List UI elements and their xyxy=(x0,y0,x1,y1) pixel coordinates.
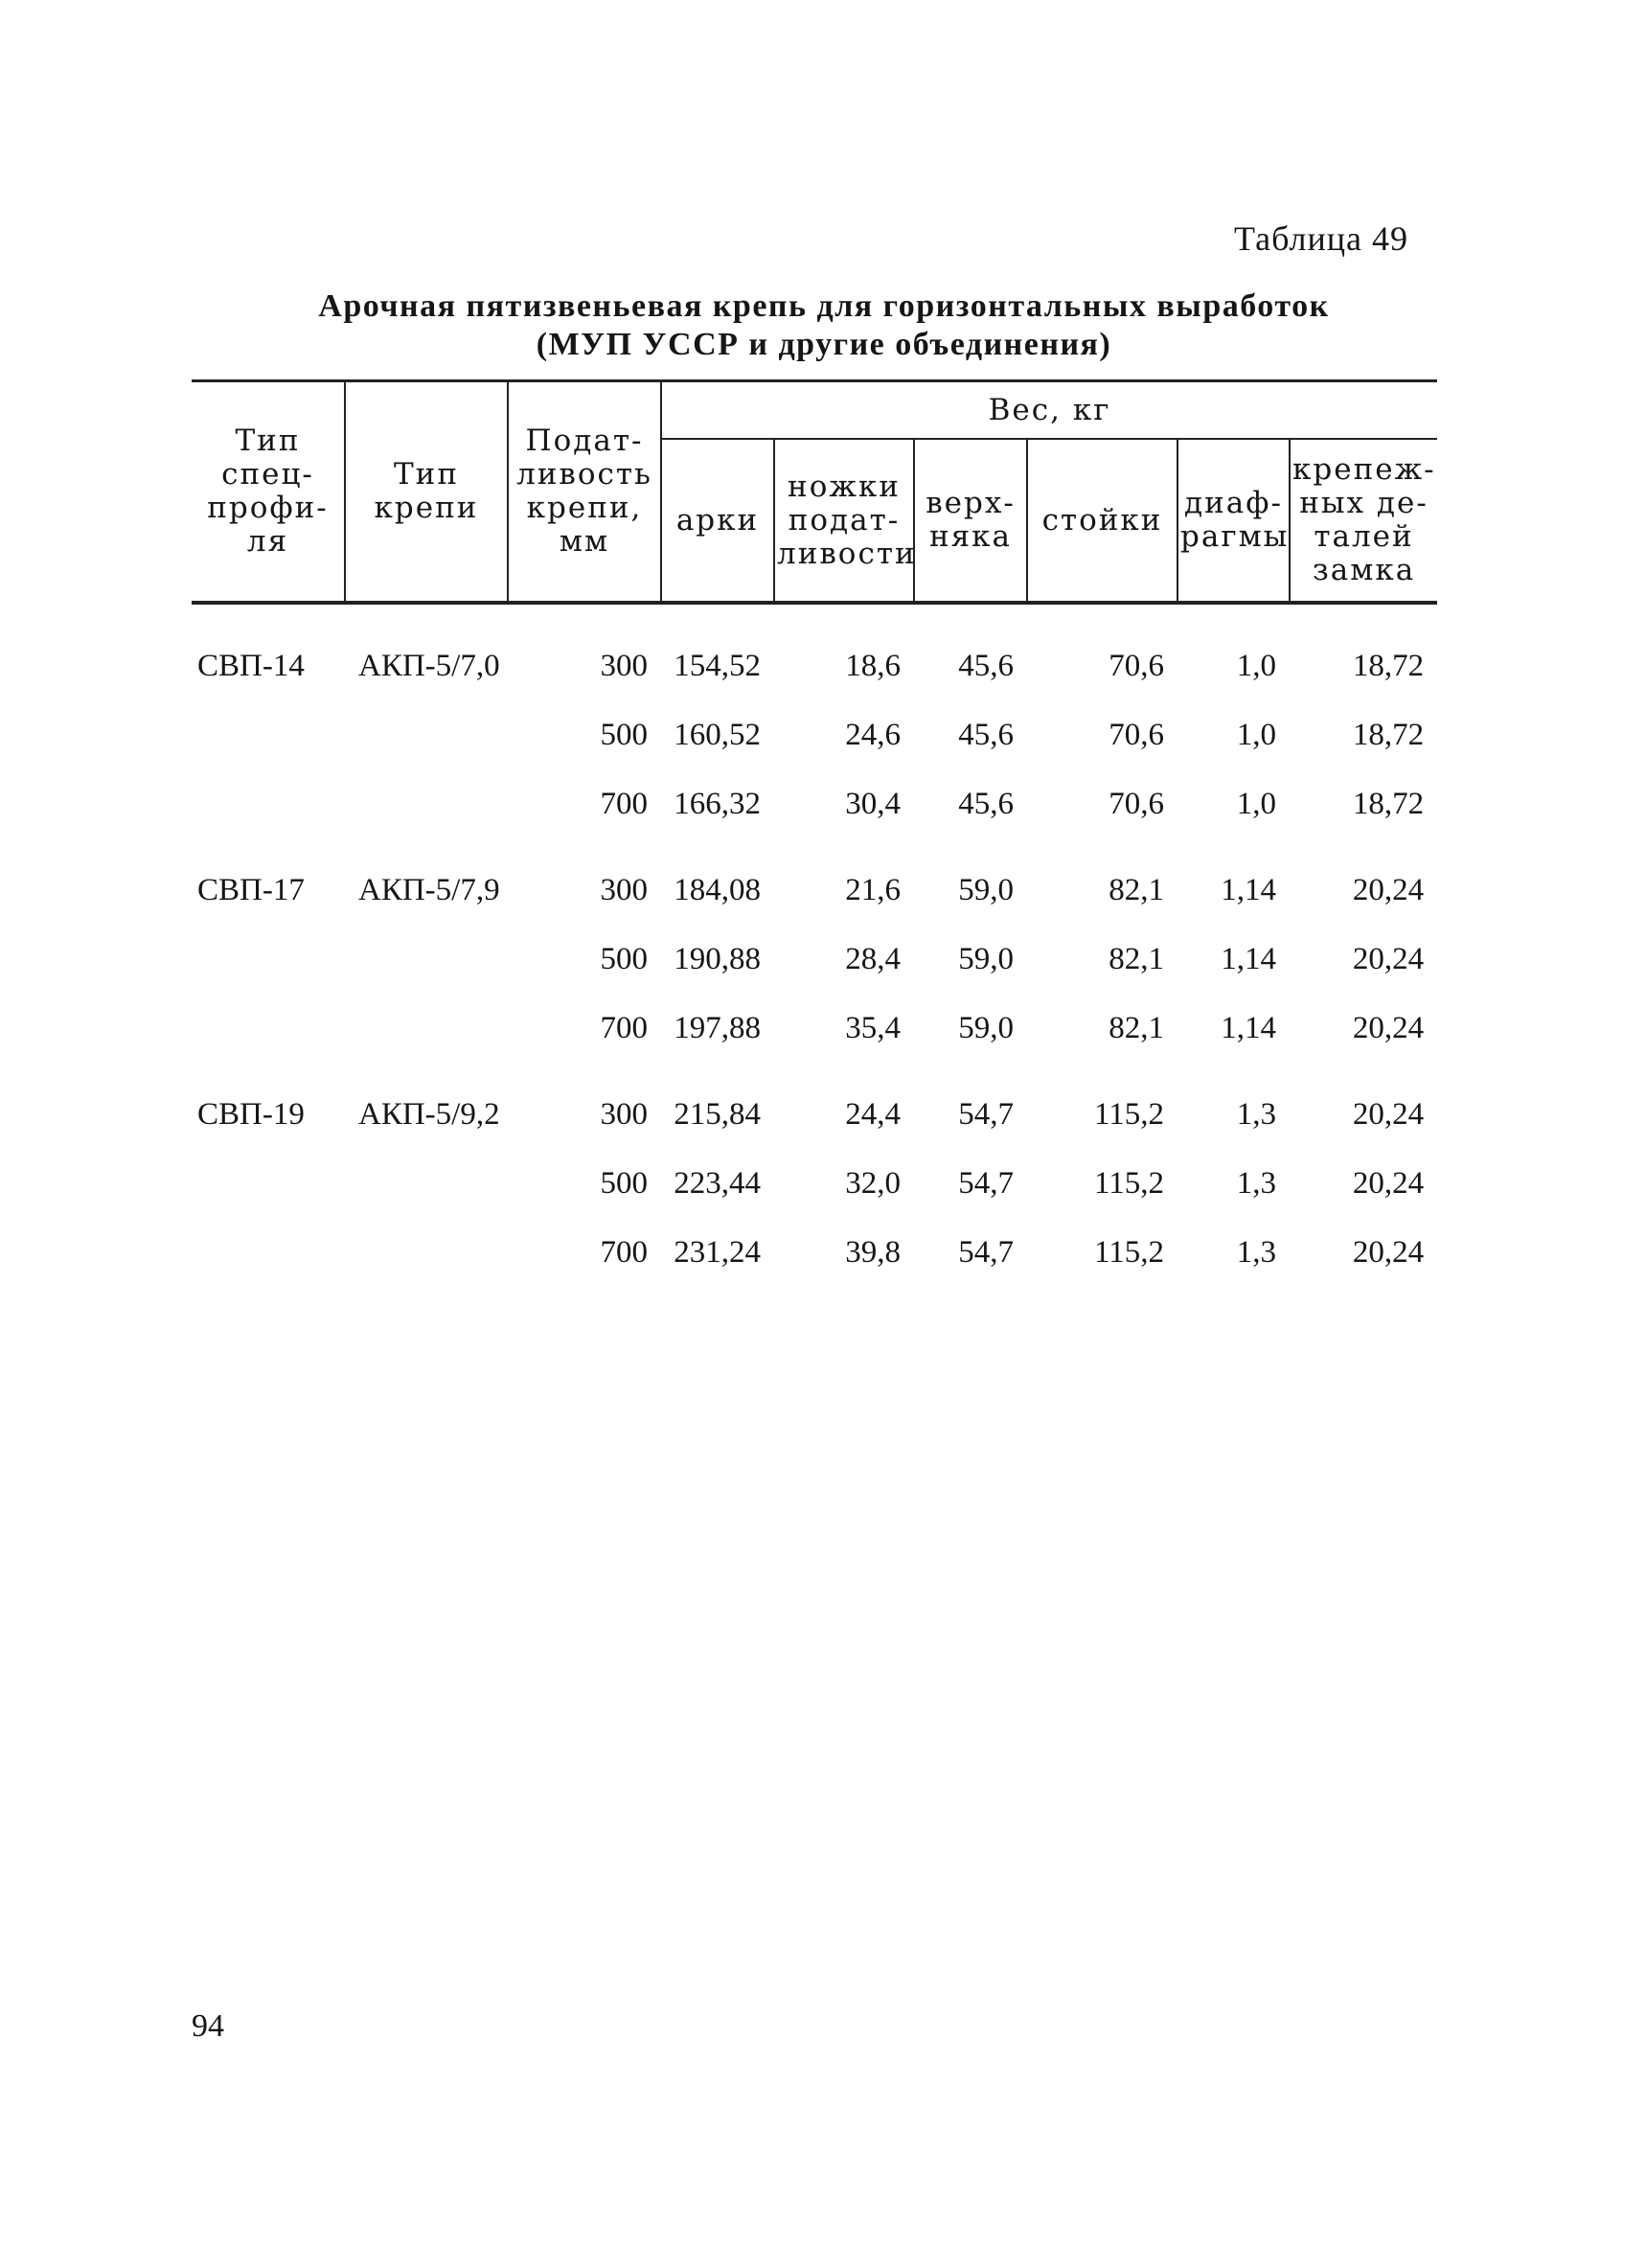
cell-fasteners: 18,72 xyxy=(1352,648,1425,683)
cell-diaphragms: 1,0 xyxy=(1236,717,1276,752)
cell-fasteners: 20,24 xyxy=(1352,1234,1425,1270)
cell-profile: СВП-14 xyxy=(197,648,305,683)
header-arch: арки xyxy=(661,439,774,603)
cell-legs: 35,4 xyxy=(845,1010,901,1045)
header-top: верх- няка xyxy=(914,439,1027,603)
cell-profile xyxy=(192,925,345,994)
cell-fasteners: 20,24 xyxy=(1352,941,1425,976)
cell-yield: 700 xyxy=(600,1010,648,1045)
cell-legs: 24,4 xyxy=(845,1096,901,1132)
cell-legs: 30,4 xyxy=(845,786,901,821)
cell-arch: 231,24 xyxy=(674,1234,761,1270)
cell-posts: 115,2 xyxy=(1093,1096,1164,1132)
cell-arch: 160,52 xyxy=(674,717,761,752)
cell-support xyxy=(345,769,508,838)
header-diaphragms: диаф- рагмы xyxy=(1177,439,1290,603)
cell-diaphragms: 1,0 xyxy=(1236,786,1276,821)
cell-arch: 154,52 xyxy=(674,648,761,683)
table-row xyxy=(192,1218,1437,1287)
cell-top: 59,0 xyxy=(958,872,1014,907)
cell-yield: 500 xyxy=(600,941,648,976)
cell-profile: СВП-19 xyxy=(197,1096,305,1132)
table-body xyxy=(192,603,1437,1287)
cell-support: АКП-5/7,9 xyxy=(358,872,500,907)
header-type-support: Тип крепи xyxy=(345,381,508,604)
cell-fasteners: 18,72 xyxy=(1352,786,1425,821)
cell-support xyxy=(345,1149,508,1218)
table-row xyxy=(192,994,1437,1063)
cell-support xyxy=(345,700,508,769)
cell-legs: 18,6 xyxy=(845,648,901,683)
cell-fasteners: 18,72 xyxy=(1352,717,1425,752)
cell-profile xyxy=(192,700,345,769)
cell-yield: 300 xyxy=(600,1096,648,1132)
header-weight: Вес, кг xyxy=(661,381,1437,440)
cell-fasteners: 20,24 xyxy=(1352,872,1425,907)
cell-top: 59,0 xyxy=(958,1010,1014,1045)
cell-support xyxy=(345,994,508,1063)
header-yield: Подат- ливость крепи, мм xyxy=(508,381,661,604)
cell-legs: 28,4 xyxy=(845,941,901,976)
cell-top: 45,6 xyxy=(958,717,1014,752)
table-label: Таблица 49 xyxy=(1234,219,1408,258)
cell-posts: 115,2 xyxy=(1093,1165,1164,1201)
cell-diaphragms: 1,14 xyxy=(1221,941,1276,976)
cell-support xyxy=(345,1218,508,1287)
cell-top: 54,7 xyxy=(958,1234,1014,1270)
cell-arch: 197,88 xyxy=(674,1010,761,1045)
group-spacer xyxy=(192,1063,1437,1080)
cell-posts: 70,6 xyxy=(1109,648,1164,683)
table-row xyxy=(192,769,1437,838)
cell-arch: 184,08 xyxy=(674,872,761,907)
cell-top: 54,7 xyxy=(958,1096,1014,1132)
cell-diaphragms: 1,14 xyxy=(1221,872,1276,907)
caption-line-2: (МУП УССР и другие объединения) xyxy=(536,327,1112,362)
cell-diaphragms: 1,3 xyxy=(1236,1234,1276,1270)
cell-posts: 82,1 xyxy=(1109,1010,1164,1045)
table-row xyxy=(192,1080,1437,1149)
cell-fasteners: 20,24 xyxy=(1352,1010,1425,1045)
cell-top: 54,7 xyxy=(958,1165,1014,1201)
cell-diaphragms: 1,14 xyxy=(1221,1010,1276,1045)
cell-yield: 500 xyxy=(600,717,648,752)
header-legs: ножки подат- ливости xyxy=(774,439,914,603)
cell-yield: 300 xyxy=(600,648,648,683)
cell-profile xyxy=(192,994,345,1063)
cell-profile xyxy=(192,1149,345,1218)
header-posts: стойки xyxy=(1027,439,1177,603)
cell-arch: 190,88 xyxy=(674,941,761,976)
cell-top: 59,0 xyxy=(958,941,1014,976)
table-row xyxy=(192,603,1437,700)
cell-legs: 24,6 xyxy=(845,717,901,752)
header-type-profile: Тип спец- профи- ля xyxy=(192,381,345,604)
table-row xyxy=(192,700,1437,769)
cell-diaphragms: 1,3 xyxy=(1236,1165,1276,1201)
table-row xyxy=(192,856,1437,925)
page-number: 94 xyxy=(192,2008,224,2044)
cell-support: АКП-5/9,2 xyxy=(358,1096,500,1132)
cell-posts: 82,1 xyxy=(1109,872,1164,907)
cell-diaphragms: 1,0 xyxy=(1236,648,1276,683)
cell-legs: 39,8 xyxy=(845,1234,901,1270)
table-caption xyxy=(211,287,1437,364)
cell-top: 45,6 xyxy=(958,648,1014,683)
table-row xyxy=(192,925,1437,994)
cell-legs: 21,6 xyxy=(845,872,901,907)
cell-yield: 300 xyxy=(600,872,648,907)
cell-yield: 700 xyxy=(600,1234,648,1270)
cell-yield: 700 xyxy=(600,786,648,821)
cell-arch: 223,44 xyxy=(674,1165,761,1201)
cell-posts: 70,6 xyxy=(1109,717,1164,752)
cell-yield: 500 xyxy=(600,1165,648,1201)
cell-posts: 82,1 xyxy=(1109,941,1164,976)
cell-top: 45,6 xyxy=(958,786,1014,821)
caption-line-1: Арочная пятизвеньевая крепь для горизонтальных выработок xyxy=(318,288,1330,324)
cell-support: АКП-5/7,0 xyxy=(358,648,500,683)
cell-profile xyxy=(192,1218,345,1287)
cell-profile: СВП-17 xyxy=(197,872,305,907)
data-table xyxy=(192,379,1437,1287)
table-row xyxy=(192,1149,1437,1218)
cell-diaphragms: 1,3 xyxy=(1236,1096,1276,1132)
cell-arch: 215,84 xyxy=(674,1096,761,1132)
cell-fasteners: 20,24 xyxy=(1352,1096,1425,1132)
cell-arch: 166,32 xyxy=(674,786,761,821)
cell-support xyxy=(345,925,508,994)
cell-posts: 70,6 xyxy=(1109,786,1164,821)
cell-posts: 115,2 xyxy=(1093,1234,1164,1270)
cell-fasteners: 20,24 xyxy=(1352,1165,1425,1201)
group-spacer xyxy=(192,838,1437,856)
cell-profile xyxy=(192,769,345,838)
cell-legs: 32,0 xyxy=(845,1165,901,1201)
header-fasteners: крепеж- ных де- талей замка xyxy=(1290,439,1437,603)
